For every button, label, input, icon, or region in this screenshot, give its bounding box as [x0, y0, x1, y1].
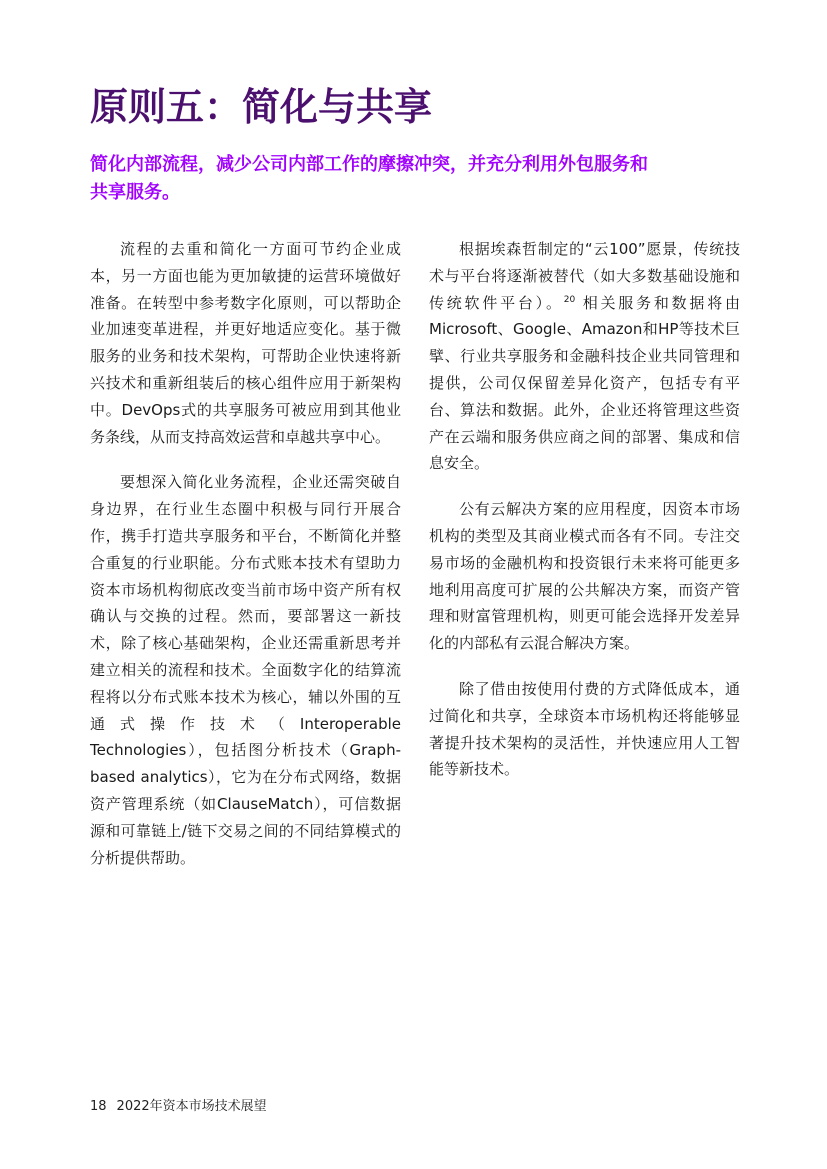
right-paragraph-3: 除了借由按使用付费的方式降低成本，通过简化和共享，全球资本市场机构还将能够显著提升技术架构的灵活性，并快速应用人工智能等新技术。 [429, 679, 740, 779]
right-paragraph-2: 公有云解决方案的应用程度，因资本市场机构的类型及其商业模式而各有不同。专注交易市场的金融机构和投资银行未来将可能更多地利用高度可扩展的公共解决方案，而资产管理和财富管理机构，则更可能会选择开发差异化的内部私有云混合解决方案。 [429, 500, 740, 653]
right-column [429, 236, 740, 802]
right-paragraph-1-text-a: 根据埃森哲制定的“云100”愿景，传统技术与平台将逐渐被替代（如大多数基础设施和传统软件平台）。 [429, 240, 740, 312]
page-number: 18 [90, 1099, 107, 1114]
right-paragraph-1 [429, 236, 740, 477]
subtitle-line-1: 简化内部流程，减少公司内部工作的摩擦冲突，并充分利用外包服务和 [90, 154, 648, 175]
publication-title: 2022年资本市场技术展望 [116, 1099, 267, 1114]
left-paragraph-2: 要想深入简化业务流程，企业还需突破自身边界，在行业生态圈中积极与同行开展合作，携手打造共享服务和平台，不断简化并整合重复的行业职能。分布式账本技术有望助力资本市场机构彻底改变当前市场中资产所有权确认与交换的过程。然而，要部署这一新技术，除了核心基础架构，企业还需重新思考并建立相关的流程和技术。全面数字化的结算流程将以分布式账本技术为核心，辅以外围的互通式操作技术（Interoperable Technologies），包括图分析技术（Graph-based analytics），它为在分布式网络，数据资产管理系统（如ClauseMatch），可信数据源和可靠链上/链下交易之间的不同结算模式的分析提供帮助。 [90, 473, 401, 867]
left-paragraph-1: 流程的去重和简化一方面可节约企业成本，另一方面也能为更加敏捷的运营环境做好准备。在转型中参考数字化原则，可以帮助企业加速变革进程，并更好地适应变化。基于微服务的业务和技术架构，可帮助企业快速将新兴技术和重新组装后的核心组件应用于新架构中。DevOps式的共享服务可被应用到其他业务条线，从而支持高效运营和卓越共享中心。 [90, 240, 401, 446]
page-title: 原则五：简化与共享 [90, 85, 433, 129]
right-paragraph-1-text-b: 相关服务和数据将由Microsoft、Google、Amazon和HP等技术巨擘、行业共享服务和金融科技企业共同管理和提供，公司仅保留差异化资产，包括专有平台、算法和数据。此外，企业还将管理这些资产在云端和服务供应商之间的部署、集成和信息安全。 [429, 293, 740, 473]
subtitle-line-2: 共享服务。 [90, 182, 180, 203]
page-footer [90, 1097, 267, 1117]
footnote-reference: 20 [563, 294, 576, 305]
page-subtitle [90, 151, 690, 207]
left-column [90, 236, 401, 890]
